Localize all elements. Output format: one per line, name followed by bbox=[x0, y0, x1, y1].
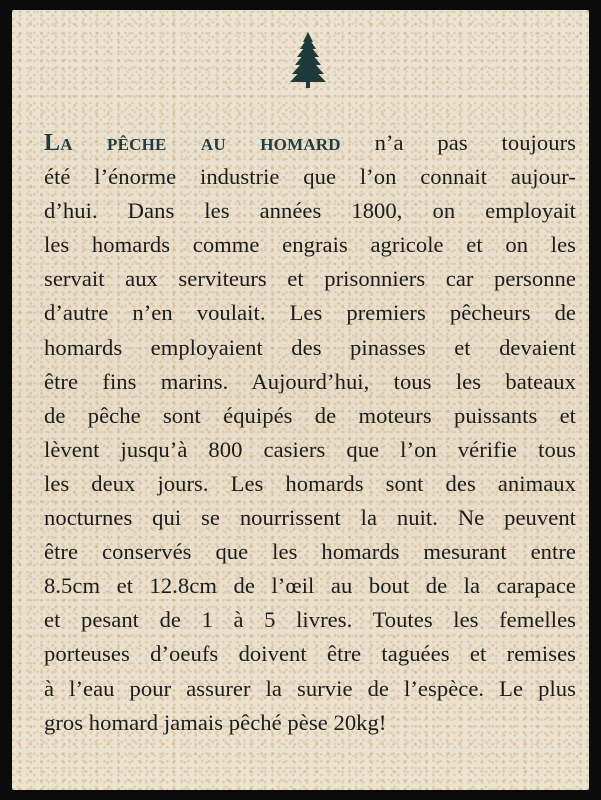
text-line: être fins marins. Aujourd’hui, tous les bateaux bbox=[44, 368, 576, 394]
text-line: servait aux serviteurs et prisonniers car personne bbox=[44, 266, 576, 292]
text-line: être conservés que les homards mesurant entre bbox=[44, 539, 576, 565]
text-line: porteuses d’oeufs doivent être taguées et remises bbox=[44, 641, 576, 667]
text-line: d’hui. Dans les années 1800, on employait bbox=[44, 198, 576, 224]
text-line: nocturnes qui se nourrissent la nuit. Ne peuvent bbox=[44, 505, 576, 531]
text-line: homards employaient des pinasses et devaient bbox=[44, 334, 576, 360]
text-line: d’autre n’en voulait. Les premiers pêcheurs de bbox=[44, 300, 576, 326]
plaque-body-text bbox=[44, 126, 576, 740]
text-line: La pêche au homard n’a pas toujours bbox=[44, 130, 576, 156]
text-line: gros homard jamais pêché pèse 20kg! bbox=[44, 709, 387, 735]
text-line: les homards comme engrais agricole et on les bbox=[44, 232, 576, 258]
text-line: les deux jours. Les homards sont des animaux bbox=[44, 470, 576, 496]
text-line: à l’eau pour assurer la survie de l’espèce. Le plus bbox=[44, 675, 576, 701]
pine-tree-icon bbox=[289, 30, 327, 90]
text-line: et pesant de 1 à 5 livres. Toutes les femelles bbox=[44, 607, 576, 633]
plaque-heading: La pêche au homard bbox=[44, 130, 341, 156]
information-plaque bbox=[12, 10, 589, 790]
text-line: 8.5cm et 12.8cm de l’œil au bout de la carapace bbox=[44, 573, 576, 599]
text-line: de pêche sont équipés de moteurs puissants et bbox=[44, 402, 576, 428]
text-line: été l’énorme industrie que l’on connait aujour- bbox=[44, 164, 576, 190]
text-line: lèvent jusqu’à 800 casiers que l’on vérifie tous bbox=[44, 436, 576, 462]
